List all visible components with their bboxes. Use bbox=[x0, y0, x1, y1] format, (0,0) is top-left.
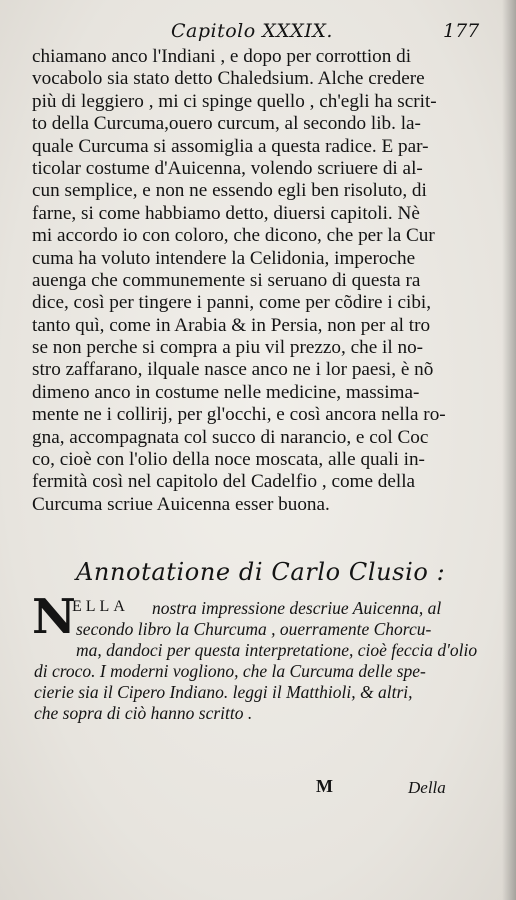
annotation-heading: Annotatione di Carlo Clusio : bbox=[76, 558, 446, 586]
text-line: più di leggiero , mi ci spinge quello , ch'egli ha scrit- bbox=[32, 90, 437, 112]
page-number: 177 bbox=[443, 20, 480, 42]
page-header bbox=[0, 20, 516, 46]
drop-cap: N bbox=[32, 589, 76, 645]
text-line: chiamano anco l'Indiani , e dopo per corrottion di bbox=[32, 46, 412, 67]
chapter-text bbox=[32, 46, 496, 516]
text-line: dimeno anco in costume nelle medicine, massima- bbox=[32, 381, 420, 403]
text-line: tanto quì, come in Arabia & in Persia, non per al tro bbox=[32, 314, 431, 336]
annotation-line: nostra impressione descriue Auicenna, al bbox=[152, 598, 442, 618]
text-line: stro zaffarano, ilquale nasce anco ne i lor paesi, è nõ bbox=[32, 359, 434, 381]
page-edge-shadow bbox=[502, 0, 516, 900]
text-line: ticolar costume d'Auicenna, volendo scriuere di al- bbox=[32, 157, 423, 179]
annotation-line: che sopra di ciò hanno scritto . bbox=[34, 703, 253, 723]
text-line: auenga che communemente si seruano di questa ra bbox=[32, 269, 421, 291]
text-line: quale Curcuma si assomiglia a questa radice. E par- bbox=[32, 135, 429, 157]
text-line: dice, così per tingere i panni, come per cõdire i cibi, bbox=[32, 292, 432, 314]
text-line: mi accordo io con coloro, che dicono, che per la Cur bbox=[32, 225, 435, 247]
text-line: farne, si come habbiamo detto, diuersi capitoli. Nè bbox=[32, 202, 420, 224]
text-line: cuma ha voluto intendere la Celidonia, imperoche bbox=[32, 247, 416, 269]
signature-mark: M bbox=[316, 776, 333, 796]
text-line: co, cioè con l'olio della noce moscata, alle quali in- bbox=[32, 449, 425, 471]
text-line: mente ne i collirij, per gl'occhi, e così ancora nella ro- bbox=[32, 404, 446, 426]
text-line: fermità così nel capitolo del Cadelfio , come della bbox=[32, 471, 416, 493]
annotation-line: di croco. I moderni vogliono, che la Curcuma delle spe- bbox=[34, 661, 426, 681]
text-line: cun semplice, e non ne essendo egli ben risoluto, di bbox=[32, 180, 427, 202]
text-line: gna, accompagnata col succo di narancio, e col Coc bbox=[32, 426, 429, 448]
running-head: Capitolo XXXIX. bbox=[171, 20, 333, 42]
text-line: to della Curcuma,ouero curcum, al secondo lib. la- bbox=[32, 113, 421, 135]
annotation-line: secondo libro la Churcuma , ouerramente Chorcu- bbox=[76, 619, 432, 639]
text-line: se non perche si compra a piu vil prezzo, che il no- bbox=[32, 337, 424, 359]
text-line: vocabolo sia stato detto Chaledsium. Alche credere bbox=[32, 68, 425, 90]
drop-cap-continuation: ELLA bbox=[72, 598, 129, 615]
annotation-line: ma, dandoci per questa interpretatione, cioè feccia d'olio bbox=[76, 640, 478, 660]
annotation-line: cierie sia il Cipero Indiano. leggi il Matthioli, & altri, bbox=[34, 682, 413, 702]
annotation-text bbox=[34, 598, 498, 724]
catchword: Della bbox=[408, 778, 446, 797]
text-line: Curcuma scriue Auicenna esser buona. bbox=[32, 493, 330, 515]
